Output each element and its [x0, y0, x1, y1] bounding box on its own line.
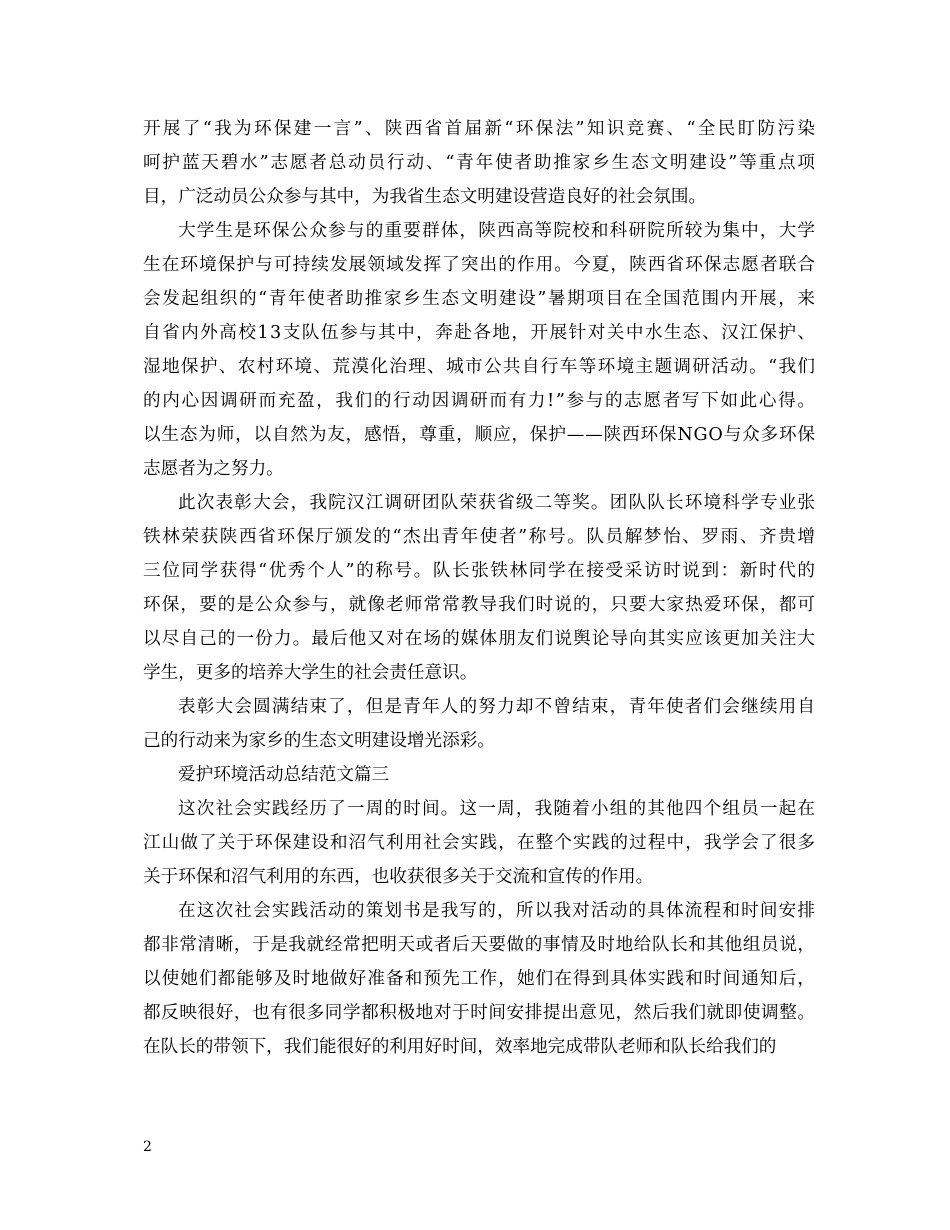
text-line-content: 铁林荣获陕西省环保厅颁发的“杰出青年使者”称号。队员解梦怡、罗雨、齐贵增	[143, 527, 817, 547]
text-line-content: 开展了“我为环保建一言”、陕西省首届新“环保法”知识竞赛、“全民盯防污染	[143, 119, 818, 139]
text-line	[143, 928, 815, 962]
paragraph	[143, 894, 815, 1064]
text-line-content: 的内心因调研而充盈，我们的行动因调研而有力!”参与的志愿者写下如此心得。	[143, 391, 817, 411]
text-line-content: 呵护蓝天碧水”志愿者总动员行动、“青年使者助推家乡生态文明建设”等重点项	[143, 153, 817, 173]
text-line-content: 湿地保护、农村环境、荒漠化治理、城市公共自行车等环境主题调研活动。“我们	[143, 357, 817, 377]
text-line	[143, 350, 815, 384]
paragraph	[143, 690, 815, 758]
text-line	[143, 486, 815, 520]
text-line-content: 在队长的带领下，我们能很好的利用好时间，效率地完成带队老师和队长给我们的	[143, 1037, 777, 1057]
text-line	[143, 452, 815, 486]
text-line	[143, 622, 815, 656]
text-line	[143, 554, 815, 588]
text-line-content: 在这次社会实践活动的策划书是我写的，所以我对活动的具体流程和时间安排	[178, 901, 817, 921]
text-line-content: 江山做了关于环保建设和沼气利用社会实践，在整个实践的过程中，我学会了很多	[143, 833, 817, 853]
text-line	[143, 180, 815, 214]
paragraph	[143, 112, 818, 214]
paragraph	[143, 214, 815, 486]
paragraph	[143, 758, 815, 792]
text-line-content: 自省内外高校13支队伍参与其中，奔赴各地，开展针对关中水生态、汉江保护、	[143, 323, 817, 343]
text-line-content: 以生态为师，以自然为友，感悟，尊重，顺应，保护——陕西环保NGO与众多环保	[143, 425, 816, 445]
text-line-content: 己的行动来为家乡的生态文明建设增光添彩。	[143, 731, 495, 751]
text-line-content: 这次社会实践经历了一周的时间。这一周，我随着小组的其他四个组员一起在	[178, 799, 817, 819]
text-line	[143, 894, 815, 928]
text-line	[143, 282, 815, 316]
paragraph	[143, 486, 815, 690]
text-line	[143, 146, 815, 180]
text-line	[143, 792, 815, 826]
text-line	[143, 826, 815, 860]
text-line	[143, 248, 815, 282]
text-line-content: 目，广泛动员公众参与其中，为我省生态文明建设营造良好的社会氛围。	[143, 187, 707, 207]
paragraph	[143, 792, 815, 894]
text-line-content: 都反映很好，也有很多同学都积极地对于时间安排提出意见，然后我们就即使调整。	[143, 1003, 816, 1023]
text-line-content: 生在环境保护与可持续发展领域发挥了突出的作用。今夏，陕西省环保志愿者联合	[143, 255, 817, 275]
text-line	[143, 214, 815, 248]
text-line	[143, 690, 815, 724]
text-line-content: 学生，更多的培养大学生的社会责任意识。	[143, 663, 478, 683]
text-line	[143, 384, 815, 418]
text-line	[143, 656, 815, 690]
text-line	[143, 520, 815, 554]
text-line	[143, 724, 815, 758]
text-line-content: 以使她们都能够及时地做好准备和预先工作，她们在得到具体实践和时间通知后，	[143, 969, 817, 989]
text-line-content: 表彰大会圆满结束了，但是青年人的努力却不曾结束，青年使者们会继续用自	[178, 697, 817, 717]
text-line	[143, 112, 818, 146]
text-line-content: 都非常清晰，于是我就经常把明天或者后天要做的事情及时地给队长和其他组员说，	[143, 935, 816, 955]
text-line	[143, 418, 815, 452]
document-body	[143, 112, 818, 1064]
text-line-content: 志愿者为之努力。	[143, 459, 284, 479]
text-line-content: 大学生是环保公众参与的重要群体，陕西高等院校和科研院所较为集中，大学	[178, 221, 817, 241]
text-line	[143, 316, 815, 350]
text-line	[143, 996, 815, 1030]
text-line-content: 关于环保和沼气利用的东西，也收获很多关于交流和宣传的作用。	[143, 867, 654, 887]
page-number: 2	[143, 1139, 152, 1155]
text-line	[143, 962, 815, 996]
text-line	[143, 1030, 815, 1064]
text-line-content: 环保，要的是公众参与，就像老师常常教导我们时说的，只要大家热爱环保，都可	[143, 595, 817, 615]
text-line-content: 会发起组织的“青年使者助推家乡生态文明建设”暑期项目在全国范围内开展，来	[143, 289, 817, 309]
text-line-content: 爱护环境活动总结范文篇三	[178, 765, 390, 785]
text-line	[143, 588, 815, 622]
text-line-content: 三位同学获得“优秀个人”的称号。队长张铁林同学在接受采访时说到：新时代的	[143, 561, 817, 581]
text-line-content: 此次表彰大会，我院汉江调研团队荣获省级二等奖。团队队长环境科学专业张	[178, 493, 817, 513]
text-line	[143, 860, 815, 894]
text-line	[143, 758, 815, 792]
text-line-content: 以尽自己的一份力。最后他又对在场的媒体朋友们说舆论导向其实应该更加关注大	[143, 629, 817, 649]
